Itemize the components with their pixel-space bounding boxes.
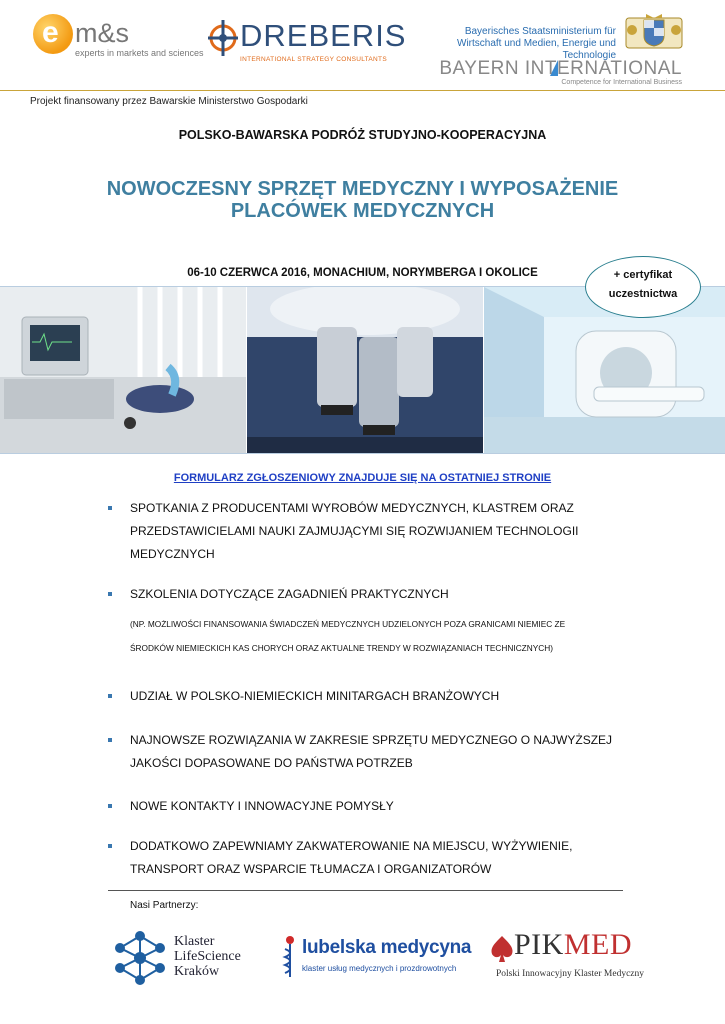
klaster-line2: LifeScience xyxy=(174,949,241,964)
pikmed-tagline: Polski Innowacyjny Klaster Medyczny xyxy=(496,969,645,979)
event-dates: 06-10 CZERWCA 2016, MONACHIUM, NORYMBERGA I OKOLICE xyxy=(187,267,538,279)
training-note-line2: ŚRODKÓW NIEMIECKICH KAS CHORYCH ORAZ AKTUALNE TRENDY W ROZWIĄZANIACH TECHNICZNYCH) xyxy=(130,643,554,653)
photo-microscope xyxy=(247,287,483,453)
bullet-line: NAJNOWSZE ROZWIĄZANIA W ZAKRESIE SPRZĘTU MEDYCZNEGO O NAJWYŻSZEJ xyxy=(130,733,613,747)
lubelska-name: lubelska medycyna xyxy=(302,937,472,958)
bayern-international-tagline: Competence for International Business xyxy=(561,79,682,86)
bayern-international-name: BAYERN INTERNATIONAL xyxy=(439,58,682,79)
bayern-international-logo xyxy=(439,58,686,88)
dreberis-logo xyxy=(208,16,407,68)
certificate-badge-line2: uczestnictwa xyxy=(608,288,678,300)
pikmed-name xyxy=(514,928,632,962)
pikmed-name-b: MED xyxy=(563,928,633,961)
bullet-line: MEDYCZNYCH xyxy=(130,547,215,561)
certificate-badge xyxy=(585,256,701,318)
bullet-line: UDZIAŁ W POLSKO-NIEMIECKICH MINITARGACH BRANŻOWYCH xyxy=(130,689,500,703)
bullet-marker xyxy=(108,592,112,596)
pikmed-name-a: PIK xyxy=(514,928,564,961)
lubelska-tagline: klaster usług medycznych i prozdrowotnych xyxy=(302,964,457,973)
document-subtitle: POLSKO-BAWARSKA PODRÓŻ STUDYJNO-KOOPERACYJNA xyxy=(178,128,547,142)
bullet-line: JAKOŚCI DOPASOWANE DO PAŃSTWA POTRZEB xyxy=(130,756,413,770)
bullet-line: SZKOLENIA DOTYCZĄCE ZAGADNIEŃ PRAKTYCZNYCH xyxy=(130,587,449,601)
bullet-line: DODATKOWO ZAPEWNIAMY ZAKWATEROWANIE NA MIEJSCU, WYŻYWIENIE, xyxy=(130,839,573,853)
ems-logo xyxy=(33,14,203,60)
document-title-line1: NOWOCZESNY SPRZĘT MEDYCZNY I WYPOSAŻENIE xyxy=(106,178,619,200)
ems-logo-name: m&s xyxy=(75,18,129,48)
klaster-line1: Klaster xyxy=(174,934,215,949)
training-note xyxy=(130,612,630,660)
klaster-lifescience-logo xyxy=(110,928,270,988)
dreberis-compass-icon xyxy=(208,18,238,64)
bavarian-crest-icon xyxy=(624,12,684,50)
bullet-line: PRZEDSTAWICIELAMI NAUKI ZAJMUJĄCYMI SIĘ ROZWIJANIEM TECHNOLOGII xyxy=(130,524,579,538)
klaster-line3: Kraków xyxy=(174,964,220,979)
lubelska-medycyna-logo xyxy=(282,935,472,980)
klaster-network-icon xyxy=(110,928,170,988)
bavarian-ministry-line1: Bayerisches Staatsministerium für xyxy=(464,26,616,37)
bullet-line: TRANSPORT ORAZ WSPARCIE TŁUMACZA I ORGANIZATORÓW xyxy=(130,862,492,876)
pikmed-spade-icon xyxy=(490,934,514,964)
bullet-marker xyxy=(108,738,112,742)
bullet-line: SPOTKANIA Z PRODUCENTAMI WYROBÓW MEDYCZNYCH, KLASTREM ORAZ xyxy=(130,501,574,515)
bullet-line: NOWE KONTAKTY I INNOWACYJNE POMYSŁY xyxy=(130,799,394,813)
ems-logo-tagline: experts in markets and sciences xyxy=(75,48,204,58)
document-title-line2: PLACÓWEK MEDYCZNYCH xyxy=(230,200,495,222)
training-note-line1: (NP. MOŻLIWOŚCI FINANSOWANIA ŚWIADCZEŃ MEDYCZNYCH UDZIELONYCH POZA GRANICAMI NIEMIEC ZE xyxy=(130,619,566,629)
application-form-link[interactable]: FORMULARZ ZGŁOSZENIOWY ZNAJDUJE SIĘ NA OSTATNIEJ STRONIE xyxy=(173,472,552,484)
certificate-badge-line1: + certyfikat xyxy=(613,269,673,281)
bullet-marker xyxy=(108,694,112,698)
document-title xyxy=(60,178,665,222)
funding-note: Projekt finansowany przez Bawarskie Ministerstwo Gospodarki xyxy=(30,96,308,107)
bavarian-ministry-name xyxy=(410,26,616,62)
photo-patient-monitor xyxy=(0,287,246,453)
ems-logo-letter: e xyxy=(42,16,59,49)
photo-mri-scanner xyxy=(484,287,725,453)
partners-label: Nasi Partnerzy: xyxy=(130,900,199,911)
header-divider xyxy=(0,90,725,91)
bullet-marker xyxy=(108,844,112,848)
bullet-marker xyxy=(108,506,112,510)
dreberis-name: DREBERIS xyxy=(240,18,407,53)
bavarian-ministry-line2: Wirtschaft und Medien, Energie und Technologie xyxy=(457,38,616,61)
dreberis-tagline: INTERNATIONAL STRATEGY CONSULTANTS xyxy=(240,56,387,63)
partners-divider xyxy=(108,890,623,891)
lubelska-staff-icon xyxy=(282,935,298,979)
pikmed-logo xyxy=(490,928,670,988)
bullet-marker xyxy=(108,804,112,808)
